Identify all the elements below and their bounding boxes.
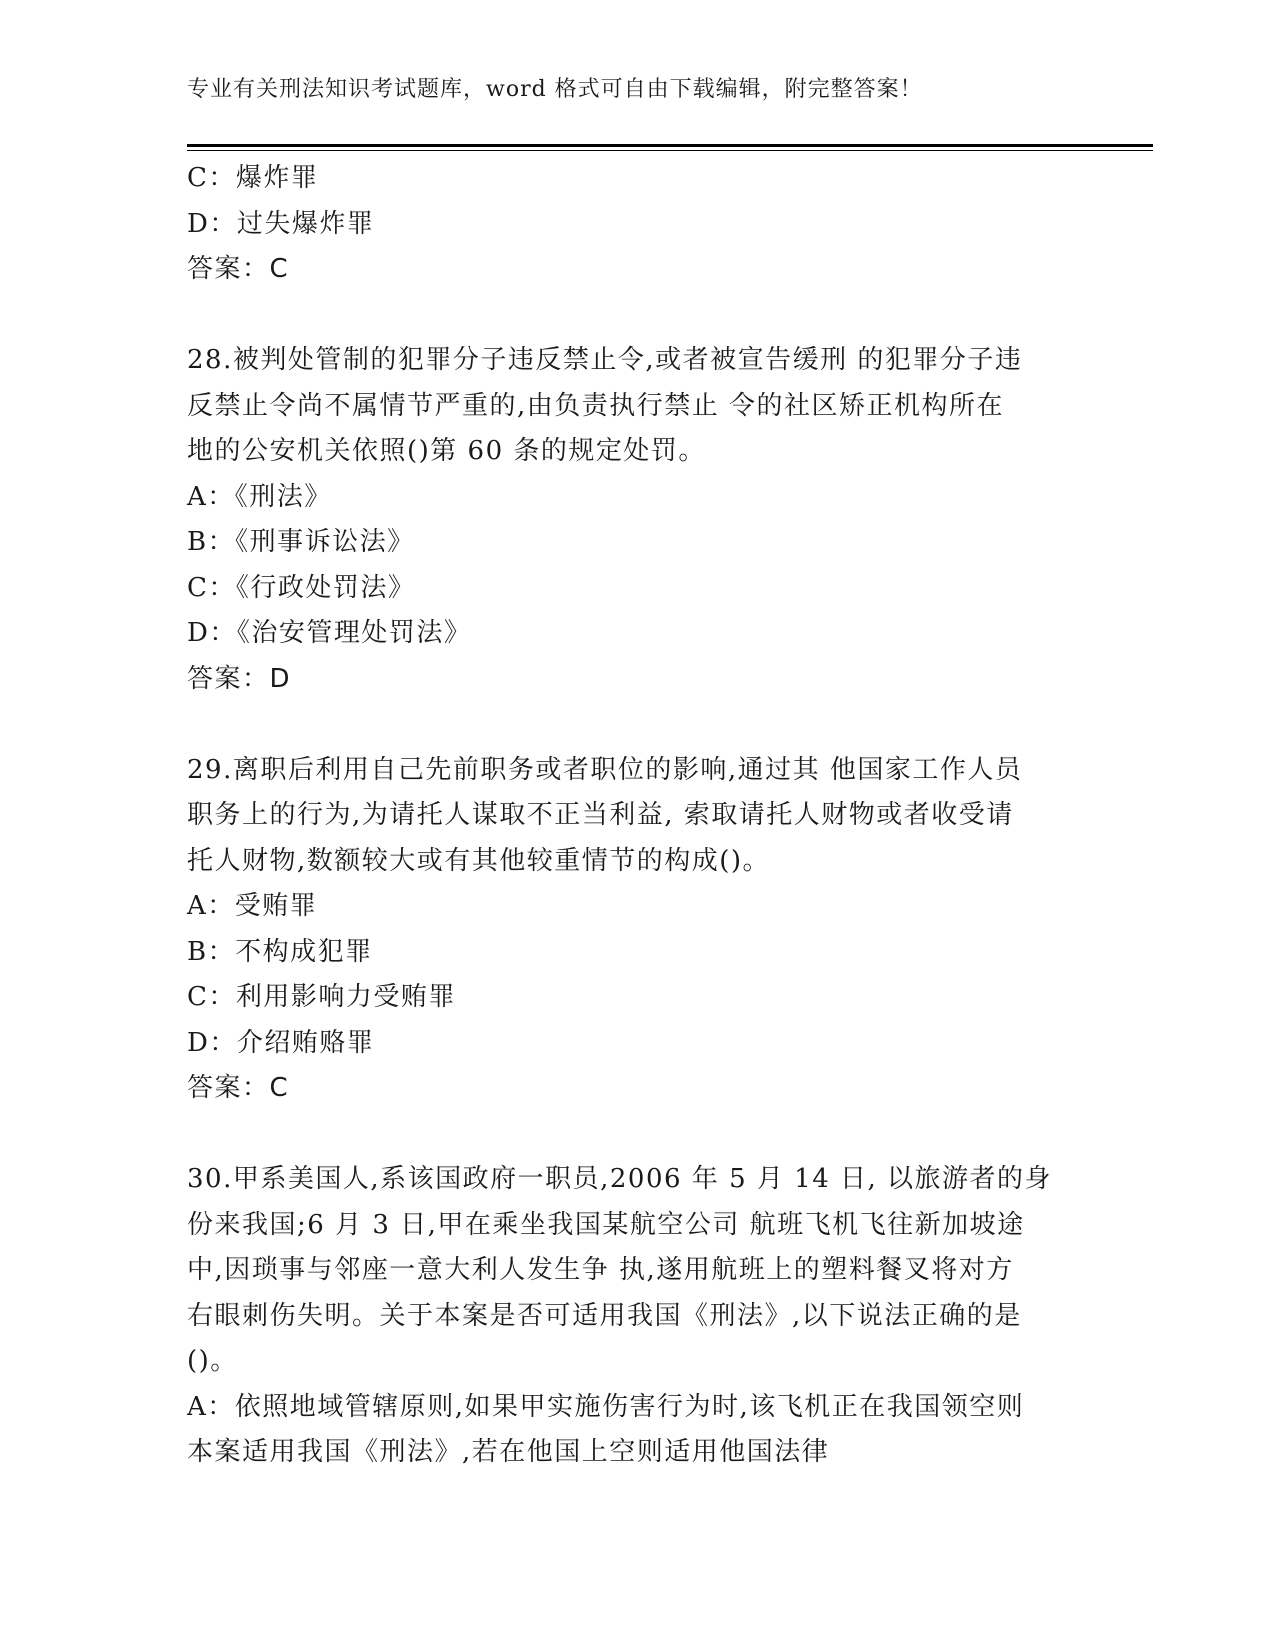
question-29 xyxy=(187,748,1067,1112)
option-d: D：《治安管理处罚法》 xyxy=(187,618,472,648)
answer: 答案：C xyxy=(187,254,290,284)
question-30 xyxy=(187,1157,1067,1476)
spacer xyxy=(187,1112,1067,1158)
document-body xyxy=(187,156,1067,1476)
question-stem-line: 份来我国;6 月 3 日,甲在乘坐我国某航空公司 航班飞机飞往新加坡途 xyxy=(187,1209,1025,1240)
question-stem-line: 30.甲系美国人,系该国政府一职员,2006 年 5 月 14 日, 以旅游者的身 xyxy=(187,1164,1053,1194)
question-stem-line: 29.离职后利用自己先前职务或者职位的影响,通过其 他国家工作人员 xyxy=(187,754,1023,785)
answer: 答案：C xyxy=(187,1073,290,1103)
option-a: A：依照地域管辖原则,如果甲实施伤害行为时,该飞机正在我国领空则 xyxy=(187,1391,1025,1422)
question-stem-line: 托人财物,数额较大或有其他较重情节的构成()。 xyxy=(187,845,771,876)
option-a: A：受贿罪 xyxy=(187,891,318,921)
question-stem-line: 右眼刺伤失明。关于本案是否可适用我国《刑法》,以下说法正确的是 xyxy=(187,1300,1022,1331)
page-header: 专业有关刑法知识考试题库，word 格式可自由下载编辑，附完整答案！ xyxy=(187,77,923,102)
option-d: D：介绍贿赂罪 xyxy=(187,1027,375,1058)
option-c: C：爆炸罪 xyxy=(187,163,319,193)
spacer xyxy=(187,293,1067,339)
question-stem-line: 28.被判处管制的犯罪分子违反禁止令,或者被宣告缓刑 的犯罪分子违 xyxy=(187,345,1023,375)
question-stem-line: 地的公安机关依照()第 60 条的规定处罚。 xyxy=(187,436,706,466)
answer: 答案：D xyxy=(187,663,292,694)
question-stem-line: ()。 xyxy=(187,1346,238,1376)
question-28 xyxy=(187,338,1067,702)
question-stem-line: 职务上的行为,为请托人谋取不正当利益, 索取请托人财物或者收受请 xyxy=(187,800,1014,830)
option-d: D：过失爆炸罪 xyxy=(187,208,375,239)
option-c: C：《行政处罚法》 xyxy=(187,572,416,603)
question-stem-line: 反禁止令尚不属情节严重的,由负责执行禁止 令的社区矫正机构所在 xyxy=(187,390,1005,421)
question-27 xyxy=(187,156,1067,293)
option-a-continued: 本案适用我国《刑法》,若在他国上空则适用他国法律 xyxy=(187,1437,830,1467)
option-b: B：不构成犯罪 xyxy=(187,936,373,967)
option-b: B：《刑事诉讼法》 xyxy=(187,527,415,557)
header-rule-thin xyxy=(187,150,1153,151)
question-stem-line: 中,因琐事与邻座一意大利人发生争 执,遂用航班上的塑料餐叉将对方 xyxy=(187,1255,1014,1285)
spacer xyxy=(187,702,1067,748)
header-rule-thick xyxy=(187,144,1153,147)
option-c: C：利用影响力受贿罪 xyxy=(187,982,456,1012)
option-a: A：《刑法》 xyxy=(187,481,332,512)
